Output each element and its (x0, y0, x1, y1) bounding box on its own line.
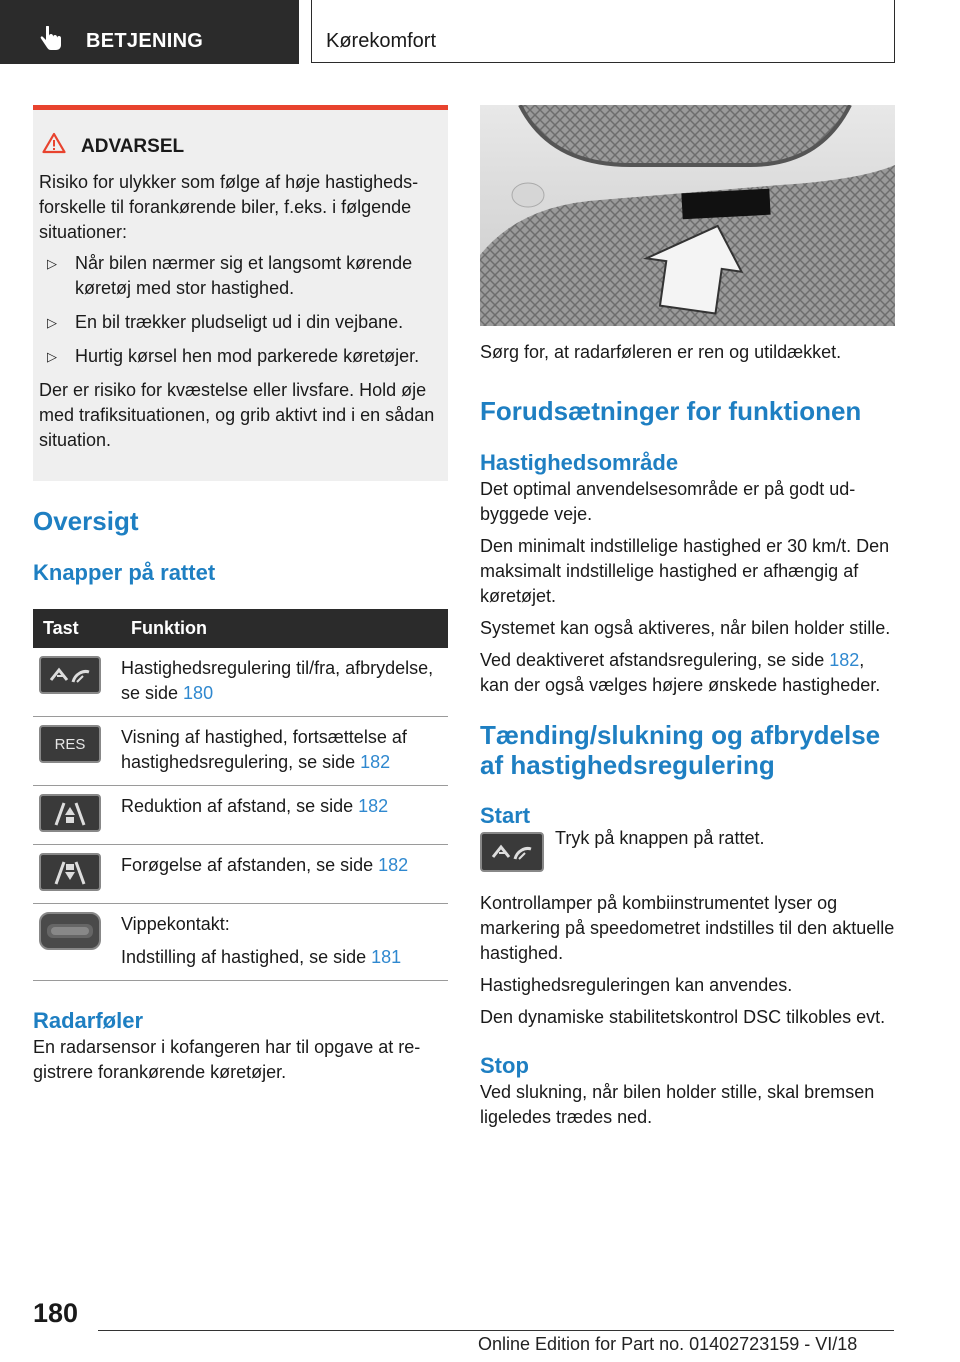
hand-pointer-icon (40, 26, 62, 52)
warning-box (33, 105, 448, 481)
right-column (480, 105, 895, 1130)
triangle-bullet-icon: ▷ (47, 256, 57, 271)
on-off-heading: Tænding/slukning og afbrydelse af hastighedsregulering (480, 720, 881, 780)
table-row: Hastighedsregulering til/fra, afbrydelse, se side 180 (33, 648, 448, 717)
warning-intro: Risiko for ulykker som følge af høje hastighedsforskelle til forankørende biler, f.eks. i følgende situationer: (39, 172, 419, 242)
buttons-heading: Knapper på rattet (33, 560, 216, 585)
page-link[interactable]: 182 (358, 796, 389, 816)
paragraph: Det optimal anvendelsesområde er på godt udbyggede veje. (480, 479, 856, 524)
photo-caption: Sørg for, at radarføleren er ren og utildækket. (480, 342, 842, 362)
left-column (33, 105, 448, 1085)
page-number: 180 (33, 1298, 79, 1328)
radar-sensor-illustration (480, 105, 895, 326)
footer-divider (98, 1330, 894, 1331)
res-icon: RES (39, 725, 101, 763)
table-header-row (33, 609, 448, 648)
start-text: Tryk på knappen på rattet. (555, 828, 765, 848)
triangle-bullet-icon: ▷ (47, 349, 57, 364)
paragraph: Den minimalt indstillelige hastighed er 30 km/t. Den maksimalt indstillelige hastighed er afhængig af køretøjet. (480, 536, 890, 606)
cruise-control-icon (39, 656, 101, 694)
page-link[interactable]: 182 (360, 752, 391, 772)
list-item: ▷ Hurtig kørsel hen mod parkerede køretøjer. (39, 344, 438, 369)
bumper-photo (480, 105, 895, 326)
paragraph: Kontrollamper på kombiinstrumentet lyser og markering på speedometret indstilles til den aktuelle hastighed. (480, 893, 895, 963)
oversigt-heading: Oversigt (33, 506, 139, 536)
warning-title-text: ADVARSEL (81, 136, 185, 157)
warning-list (39, 251, 438, 369)
start-row (480, 826, 895, 878)
col-func-header: Funktion (121, 609, 448, 648)
cruise-control-icon (480, 832, 544, 872)
distance-increase-icon (39, 853, 101, 891)
chapter-title: Kørekomfort (326, 30, 437, 52)
list-item: ▷ Når bilen nærmer sig et langsomt kørende køretøj med stor hastighed. (47, 253, 413, 298)
radar-text: En radarsensor i kofangeren har til opgave at registrere forankørende køretøjer. (33, 1037, 421, 1082)
paragraph: Ved slukning, når bilen holder stille, skal bremsen ligeledes trædes ned. (480, 1082, 875, 1127)
page-link[interactable]: 182 (378, 855, 409, 875)
rocker-label: Vippekontakt: (121, 914, 230, 934)
triangle-bullet-icon: ▷ (47, 315, 57, 330)
page-link[interactable]: 182 (829, 650, 860, 670)
buttons-table (33, 609, 448, 981)
table-row: RES Visning af hastighed, fortsættelse af hastighedsregulering, se side 182 (33, 717, 448, 786)
paragraph: Hastighedsreguleringen kan anvendes. (480, 975, 793, 995)
col-key-header: Tast (33, 609, 121, 648)
section-tab (0, 0, 299, 64)
start-heading: Start (480, 803, 531, 828)
table-row: Vippekontakt: Indstilling af hastighed, se side 181 (33, 904, 448, 981)
warning-outro: Der er risiko for kvæstelse eller livsfare. Hold øje med trafiksituationen, og grib aktivt ind i en sådan situation. (39, 380, 435, 450)
list-item: ▷ En bil trækker pludseligt ud i din vejbane. (39, 310, 438, 335)
rocker-switch-icon (39, 912, 101, 950)
requirements-heading: Forudsætninger for funktionen (480, 396, 862, 426)
paragraph: Ved deaktiveret afstandsregulering, se side 182, kan der også vælges højere ønskede hastigheder. (480, 650, 881, 695)
stop-heading: Stop (480, 1053, 529, 1078)
page-link[interactable]: 180 (183, 683, 214, 703)
speed-range-heading: Hastighedsområde (480, 450, 679, 475)
radar-heading: Radarføler (33, 1008, 144, 1033)
warning-triangle-icon (42, 132, 66, 154)
distance-decrease-icon (39, 794, 101, 832)
paragraph: Systemet kan også aktiveres, når bilen holder stille. (480, 618, 891, 638)
table-row: Reduktion af afstand, se side 182 (33, 786, 448, 845)
warning-title (81, 136, 438, 158)
paragraph: Den dynamiske stabilitetskontrol DSC tilkobles evt. (480, 1007, 886, 1027)
section-title: BETJENING (86, 30, 204, 52)
table-row: Forøgelse af afstanden, se side 182 (33, 845, 448, 904)
edition-text: Online Edition for Part no. 01402723159 - VI/18 (478, 1334, 858, 1354)
chapter-tab (311, 0, 895, 63)
page-link[interactable]: 181 (371, 947, 402, 967)
